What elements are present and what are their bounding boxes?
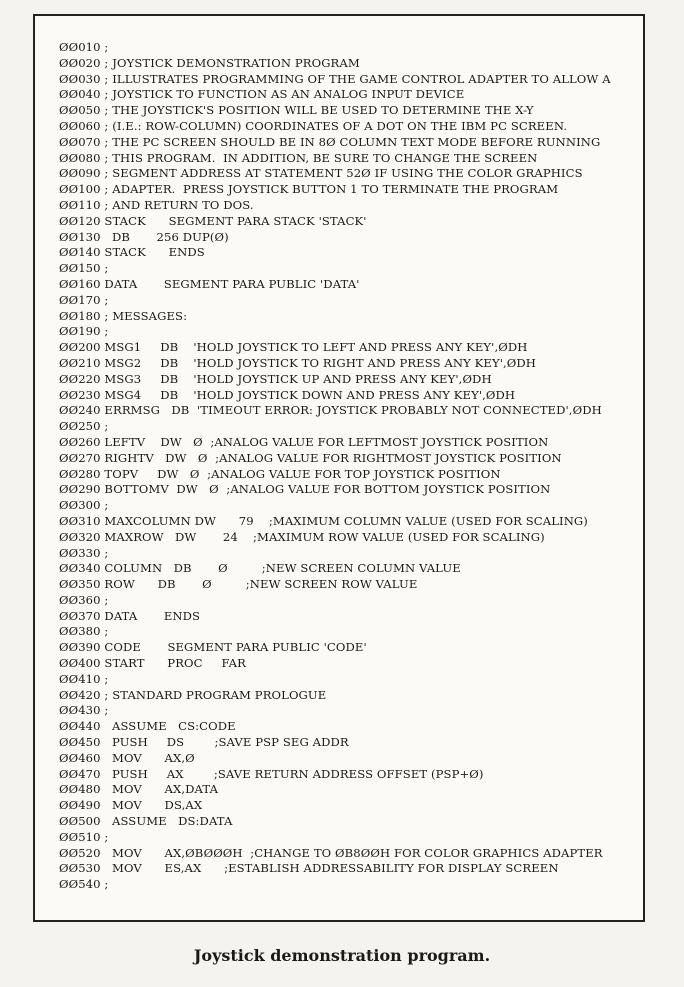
code-line: ØØ540 ; [59,877,109,892]
code-line: ØØ310 MAXCOLUMN DW 79 ;MAXIMUM COLUMN VALUE (USED FOR SCALING) [59,513,588,528]
code-line: ØØ100 ; ADAPTER. PRESS JOYSTICK BUTTON 1 TO TERMINATE THE PROGRAM [59,182,559,197]
code-line: ØØ050 ; THE JOYSTICK'S POSITION WILL BE USED TO DETERMINE THE X-Y [59,103,534,118]
code-line: ØØ140 STACK ENDS [59,245,205,260]
code-line: ØØ040 ; JOYSTICK TO FUNCTION AS AN ANALOG INPUT DEVICE [59,87,465,102]
code-line: ØØ150 ; [59,261,109,276]
code-line: ØØ410 ; [59,671,109,686]
code-line: ØØ260 LEFTV DW Ø ;ANALOG VALUE FOR LEFTMOST JOYSTICK POSITION [59,434,549,449]
code-line: ØØ080 ; THIS PROGRAM. IN ADDITION, BE SURE TO CHANGE THE SCREEN [59,150,538,165]
code-line: ØØ190 ; [59,324,109,339]
code-line: ØØ330 ; [59,545,109,560]
code-line: ØØ220 MSG3 DB 'HOLD JOYSTICK UP AND PRESS ANY KEY',ØDH [59,371,492,386]
code-line: ØØ060 ; (I.E.: ROW-COLUMN) COORDINATES OF A DOT ON THE IBM PC SCREEN. [59,118,568,133]
code-line: ØØ460 MOV AX,Ø [59,750,195,765]
code-line: ØØ440 ASSUME CS:CODE [59,719,236,734]
code-line: ØØ430 ; [59,703,109,718]
code-line: ØØ020 ; JOYSTICK DEMONSTRATION PROGRAM [59,55,360,70]
code-line: ØØ530 MOV ES,AX ;ESTABLISH ADDRESSABILITY FOR DISPLAY SCREEN [59,861,559,876]
code-line: ØØ520 MOV AX,ØBØØØH ;CHANGE TO ØB8ØØH FOR COLOR GRAPHICS ADAPTER [59,845,603,860]
code-line: ØØ300 ; [59,498,109,513]
code-line: ØØ510 ; [59,829,109,844]
code-line: ØØ200 MSG1 DB 'HOLD JOYSTICK TO LEFT AND PRESS ANY KEY',ØDH [59,340,528,355]
code-line: ØØ070 ; THE PC SCREEN SHOULD BE IN 8Ø COLUMN TEXT MODE BEFORE RUNNING [59,134,601,149]
code-line: ØØ450 PUSH DS ;SAVE PSP SEG ADDR [59,735,349,750]
listing-frame [33,14,645,922]
code-line: ØØ170 ; [59,292,109,307]
code-line: ØØ270 RIGHTV DW Ø ;ANALOG VALUE FOR RIGHTMOST JOYSTICK POSITION [59,450,562,465]
code-line: ØØ030 ; ILLUSTRATES PROGRAMMING OF THE GAME CONTROL ADAPTER TO ALLOW A [59,71,611,86]
figure-caption: Joystick demonstration program. [193,946,491,965]
code-line: ØØ160 DATA SEGMENT PARA PUBLIC 'DATA' [59,276,360,291]
code-line: ØØ230 MSG4 DB 'HOLD JOYSTICK DOWN AND PRESS ANY KEY',ØDH [59,387,516,402]
code-line: ØØ090 ; SEGMENT ADDRESS AT STATEMENT 52Ø IF USING THE COLOR GRAPHICS [59,166,583,181]
code-listing [59,40,644,893]
code-line: ØØ400 START PROC FAR [59,656,246,671]
code-line: ØØ250 ; [59,419,109,434]
code-line: ØØ340 COLUMN DB Ø ;NEW SCREEN COLUMN VALUE [59,561,461,576]
code-line: ØØ370 DATA ENDS [59,608,201,623]
code-line: ØØ010 ; [59,40,109,54]
code-line: ØØ280 TOPV DW Ø ;ANALOG VALUE FOR TOP JOYSTICK POSITION [59,466,501,481]
code-line: ØØ500 ASSUME DS:DATA [59,814,233,829]
code-line: ØØ110 ; AND RETURN TO DOS. [59,197,254,212]
code-line: ØØ360 ; [59,592,109,607]
code-line: ØØ320 MAXROW DW 24 ;MAXIMUM ROW VALUE (USED FOR SCALING) [59,529,545,544]
code-line: ØØ350 ROW DB Ø ;NEW SCREEN ROW VALUE [59,577,418,592]
code-line: ØØ210 MSG2 DB 'HOLD JOYSTICK TO RIGHT AND PRESS ANY KEY',ØDH [59,355,537,370]
code-line: ØØ130 DB 256 DUP(Ø) [59,229,229,244]
code-line: ØØ470 PUSH AX ;SAVE RETURN ADDRESS OFFSET (PSP+Ø) [59,766,484,781]
code-line: ØØ180 ; MESSAGES: [59,308,188,323]
code-line: ØØ290 BOTTOMV DW Ø ;ANALOG VALUE FOR BOTTOM JOYSTICK POSITION [59,482,551,497]
code-line: ØØ240 ERRMSG DB 'TIMEOUT ERROR: JOYSTICK PROBABLY NOT CONNECTED',ØDH [59,403,602,418]
code-line: ØØ420 ; STANDARD PROGRAM PROLOGUE [59,687,327,702]
code-line: ØØ120 STACK SEGMENT PARA STACK 'STACK' [59,213,367,228]
code-line: ØØ390 CODE SEGMENT PARA PUBLIC 'CODE' [59,640,367,655]
code-line: ØØ490 MOV DS,AX [59,798,203,813]
code-line: ØØ380 ; [59,624,109,639]
code-line: ØØ480 MOV AX,DATA [59,782,219,797]
